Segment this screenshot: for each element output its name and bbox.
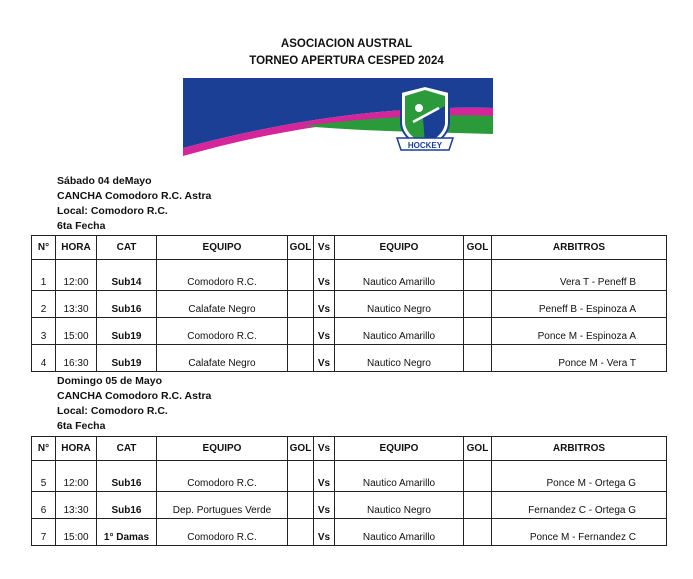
column-header: CAT — [97, 236, 157, 260]
schedule-table-2 — [31, 436, 667, 546]
hockey-shield-icon — [397, 86, 453, 150]
cell-hora: 15:00 — [56, 519, 97, 546]
table-row — [32, 345, 667, 372]
cancha: CANCHA Comodoro R.C. Astra — [57, 190, 212, 202]
cell-eq1: Calafate Negro — [157, 345, 288, 372]
cell-hora: 12:00 — [56, 260, 97, 291]
fecha: 6ta Fecha — [57, 220, 106, 232]
cell-arb: Ponce M - Ortega G — [492, 461, 667, 492]
cell-n: 3 — [32, 318, 56, 345]
cell-gol2 — [464, 492, 492, 519]
header-row — [32, 236, 667, 260]
svg-text:HOCKEY: HOCKEY — [407, 141, 443, 150]
column-header: GOL — [288, 437, 314, 461]
cell-hora: 16:30 — [56, 345, 97, 372]
section-2-info — [57, 374, 211, 434]
column-header: HORA — [56, 437, 97, 461]
cell-eq2: Nautico Negro — [335, 345, 464, 372]
date: Sábado 04 deMayo — [57, 175, 152, 187]
local: Local: Comodoro R.C. — [57, 405, 168, 417]
cell-vs: Vs — [314, 519, 335, 546]
column-header: GOL — [464, 437, 492, 461]
cell-gol1 — [288, 492, 314, 519]
cell-eq2: Nautico Amarillo — [335, 318, 464, 345]
cell-eq2: Nautico Amarillo — [335, 260, 464, 291]
table-row — [32, 492, 667, 519]
cell-n: 5 — [32, 461, 56, 492]
cell-gol2 — [464, 260, 492, 291]
cell-vs: Vs — [314, 291, 335, 318]
cell-gol2 — [464, 461, 492, 492]
hockey-banner-logo — [183, 78, 493, 160]
cell-eq2: Nautico Amarillo — [335, 519, 464, 546]
cell-cat: Sub19 — [97, 345, 157, 372]
cell-gol2 — [464, 345, 492, 372]
cell-gol2 — [464, 318, 492, 345]
tournament-title: TORNEO APERTURA CESPED 2024 — [249, 55, 444, 67]
cell-eq2: Nautico Amarillo — [335, 461, 464, 492]
cell-eq1: Comodoro R.C. — [157, 461, 288, 492]
cell-n: 2 — [32, 291, 56, 318]
cell-n: 1 — [32, 260, 56, 291]
cell-arb: Ponce M - Fernandez C — [492, 519, 667, 546]
cell-hora: 12:00 — [56, 461, 97, 492]
cell-hora: 13:30 — [56, 492, 97, 519]
cell-cat: Sub14 — [97, 260, 157, 291]
column-header: N° — [32, 437, 56, 461]
cell-arb: Peneff B - Espinoza A — [492, 291, 667, 318]
cell-arb: Vera T - Peneff B — [492, 260, 667, 291]
cell-gol1 — [288, 345, 314, 372]
column-header: EQUIPO — [157, 437, 288, 461]
column-header: ARBITROS — [492, 437, 667, 461]
cell-gol2 — [464, 291, 492, 318]
column-header: EQUIPO — [335, 437, 464, 461]
header-row — [32, 437, 667, 461]
table-row — [32, 291, 667, 318]
cell-cat: Sub16 — [97, 291, 157, 318]
cell-arb: Ponce M - Espinoza A — [492, 318, 667, 345]
table-row — [32, 260, 667, 291]
cell-eq1: Comodoro R.C. — [157, 260, 288, 291]
cell-hora: 13:30 — [56, 291, 97, 318]
cell-cat: Sub19 — [97, 318, 157, 345]
cell-cat: Sub16 — [97, 461, 157, 492]
local: Local: Comodoro R.C. — [57, 205, 168, 217]
cancha: CANCHA Comodoro R.C. Astra — [57, 390, 212, 402]
cell-vs: Vs — [314, 318, 335, 345]
cell-n: 6 — [32, 492, 56, 519]
column-header: N° — [32, 236, 56, 260]
cell-vs: Vs — [314, 260, 335, 291]
date: Domingo 05 de Mayo — [57, 375, 163, 387]
column-header: EQUIPO — [157, 236, 288, 260]
cell-gol1 — [288, 318, 314, 345]
column-header: CAT — [97, 437, 157, 461]
cell-gol1 — [288, 519, 314, 546]
cell-vs: Vs — [314, 345, 335, 372]
cell-arb: Fernandez C - Ortega G — [492, 492, 667, 519]
table-row — [32, 318, 667, 345]
cell-n: 4 — [32, 345, 56, 372]
cell-gol2 — [464, 519, 492, 546]
table-row — [32, 519, 667, 546]
column-header: GOL — [464, 236, 492, 260]
cell-hora: 15:00 — [56, 318, 97, 345]
cell-eq1: Comodoro R.C. — [157, 318, 288, 345]
cell-gol1 — [288, 461, 314, 492]
cell-arb: Ponce M - Vera T — [492, 345, 667, 372]
column-header: ARBITROS — [492, 236, 667, 260]
column-header: EQUIPO — [335, 236, 464, 260]
table-row — [32, 461, 667, 492]
cell-vs: Vs — [314, 461, 335, 492]
fecha: 6ta Fecha — [57, 420, 106, 432]
section-1-info — [57, 174, 211, 234]
cell-gol1 — [288, 260, 314, 291]
cell-gol1 — [288, 291, 314, 318]
schedule-table-1 — [31, 235, 667, 372]
cell-eq2: Nautico Negro — [335, 291, 464, 318]
cell-eq1: Comodoro R.C. — [157, 519, 288, 546]
cell-vs: Vs — [314, 492, 335, 519]
association-title: ASOCIACION AUSTRAL — [280, 38, 413, 50]
cell-cat: 1° Damas — [97, 519, 157, 546]
column-header: HORA — [56, 236, 97, 260]
column-header: Vs — [314, 437, 335, 461]
cell-n: 7 — [32, 519, 56, 546]
column-header: Vs — [314, 236, 335, 260]
cell-eq2: Nautico Negro — [335, 492, 464, 519]
cell-eq1: Dep. Portugues Verde — [157, 492, 288, 519]
cell-cat: Sub16 — [97, 492, 157, 519]
cell-eq1: Calafate Negro — [157, 291, 288, 318]
column-header: GOL — [288, 236, 314, 260]
